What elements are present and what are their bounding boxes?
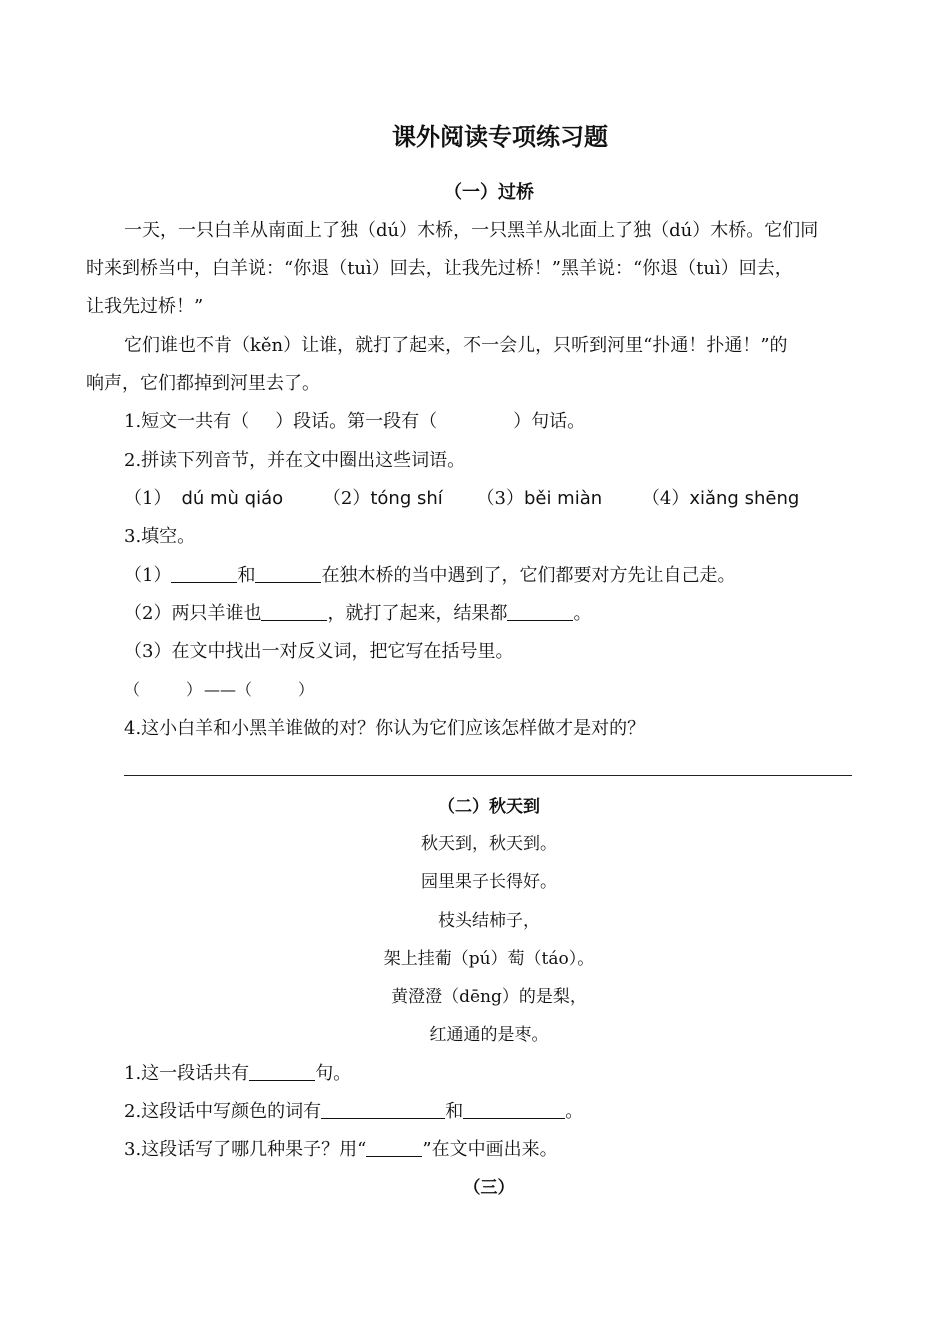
section-heading: （二）秋天到 <box>438 797 540 817</box>
question-3-3: （3）在文中找出一对反义词，把它写在括号里。 <box>124 641 514 662</box>
poem-line: 黄澄澄（dēng）的是梨， <box>391 987 587 1007</box>
pinyin-num: （1） <box>124 488 172 509</box>
pinyin-num: （4） <box>641 488 690 509</box>
passage-line: 它们谁也不肯（kěn）让谁，就打了起来，不一会儿，只听到河里“扑通！扑通！”的 <box>124 335 788 356</box>
answer-line[interactable] <box>124 775 852 776</box>
bracket: ） <box>186 680 203 699</box>
poem-line: 枝头结柿子， <box>438 911 540 931</box>
question-3-2 <box>124 602 591 626</box>
bracket: ） <box>298 680 315 699</box>
question-3-1 <box>124 564 735 588</box>
question-1 <box>124 1062 351 1086</box>
poem-line: 架上挂葡（pú）萄（táo）。 <box>383 949 595 969</box>
answer-blank[interactable] <box>321 1100 445 1119</box>
question-text: 。 <box>573 603 592 624</box>
answer-blank[interactable] <box>261 602 327 621</box>
pinyin-row <box>124 487 799 511</box>
question-text: 句。 <box>315 1063 352 1084</box>
question-text: ）段话。第一段有（ <box>275 411 438 432</box>
antonym-brackets <box>124 678 314 702</box>
question-text: 和 <box>445 1101 464 1122</box>
pinyin-word: xiǎng shēng <box>689 488 800 509</box>
question-text: 2.这段话中写颜色的词有 <box>124 1101 322 1122</box>
question-1 <box>124 410 585 434</box>
passage-line: 时来到桥当中，白羊说：“你退（tuì）回去，让我先过桥！”黑羊说：“你退（tuì）回去， <box>86 258 793 279</box>
question-text: 。 <box>565 1101 584 1122</box>
question-text: （1） <box>124 565 172 586</box>
question-text: 在独木桥的当中遇到了，它们都要对方先让自己走。 <box>321 565 736 586</box>
passage-line: 一天，一只白羊从南面上了独（dú）木桥，一只黑羊从北面上了独（dú）木桥。它们同 <box>124 220 819 241</box>
question-4: 4.这小白羊和小黑羊谁做的对？你认为它们应该怎样做才是对的？ <box>124 718 646 739</box>
question-text: 和 <box>237 565 256 586</box>
underline-sample <box>366 1138 422 1157</box>
bracket: （ <box>124 680 141 699</box>
pinyin-word: běi miàn <box>523 488 603 509</box>
question-text: 1.短文一共有（ <box>124 411 250 432</box>
poem-line: 秋天到，秋天到。 <box>421 834 557 854</box>
question-2 <box>124 1100 583 1124</box>
bracket: （ <box>236 680 253 699</box>
question-3 <box>124 1138 558 1162</box>
question-text: 1.这一段话共有 <box>124 1063 250 1084</box>
pinyin-num: （3） <box>476 488 524 509</box>
question-text: 3.这段话写了哪几种果子？用“ <box>124 1139 367 1160</box>
passage-line: 让我先过桥！” <box>86 296 204 317</box>
question-3: 3.填空。 <box>124 526 196 547</box>
question-text: ，就打了起来，结果都 <box>327 603 508 624</box>
answer-blank[interactable] <box>255 564 321 583</box>
section-heading: （三） <box>463 1178 515 1198</box>
question-2: 2.拼读下列音节，并在文中圈出这些词语。 <box>124 450 466 471</box>
poem-line: 园里果子长得好。 <box>421 872 557 892</box>
poem-line: 红通通的是枣。 <box>429 1025 549 1045</box>
answer-blank[interactable] <box>171 564 237 583</box>
dash: —— <box>204 680 237 699</box>
answer-blank[interactable] <box>249 1062 315 1081</box>
section-heading: （一）过桥 <box>444 182 534 203</box>
question-text: （2）两只羊谁也 <box>124 603 262 624</box>
pinyin-word: dú mù qiáo <box>181 488 284 509</box>
question-text: ”在文中画出来。 <box>422 1139 558 1160</box>
pinyin-word: tóng shí <box>370 488 443 509</box>
page-title: 课外阅读专项练习题 <box>392 122 608 151</box>
passage-line: 响声，它们都掉到河里去了。 <box>86 373 320 394</box>
question-text: ）句话。 <box>513 411 586 432</box>
pinyin-num: （2） <box>322 488 371 509</box>
answer-blank[interactable] <box>507 602 573 621</box>
answer-blank[interactable] <box>463 1100 565 1119</box>
